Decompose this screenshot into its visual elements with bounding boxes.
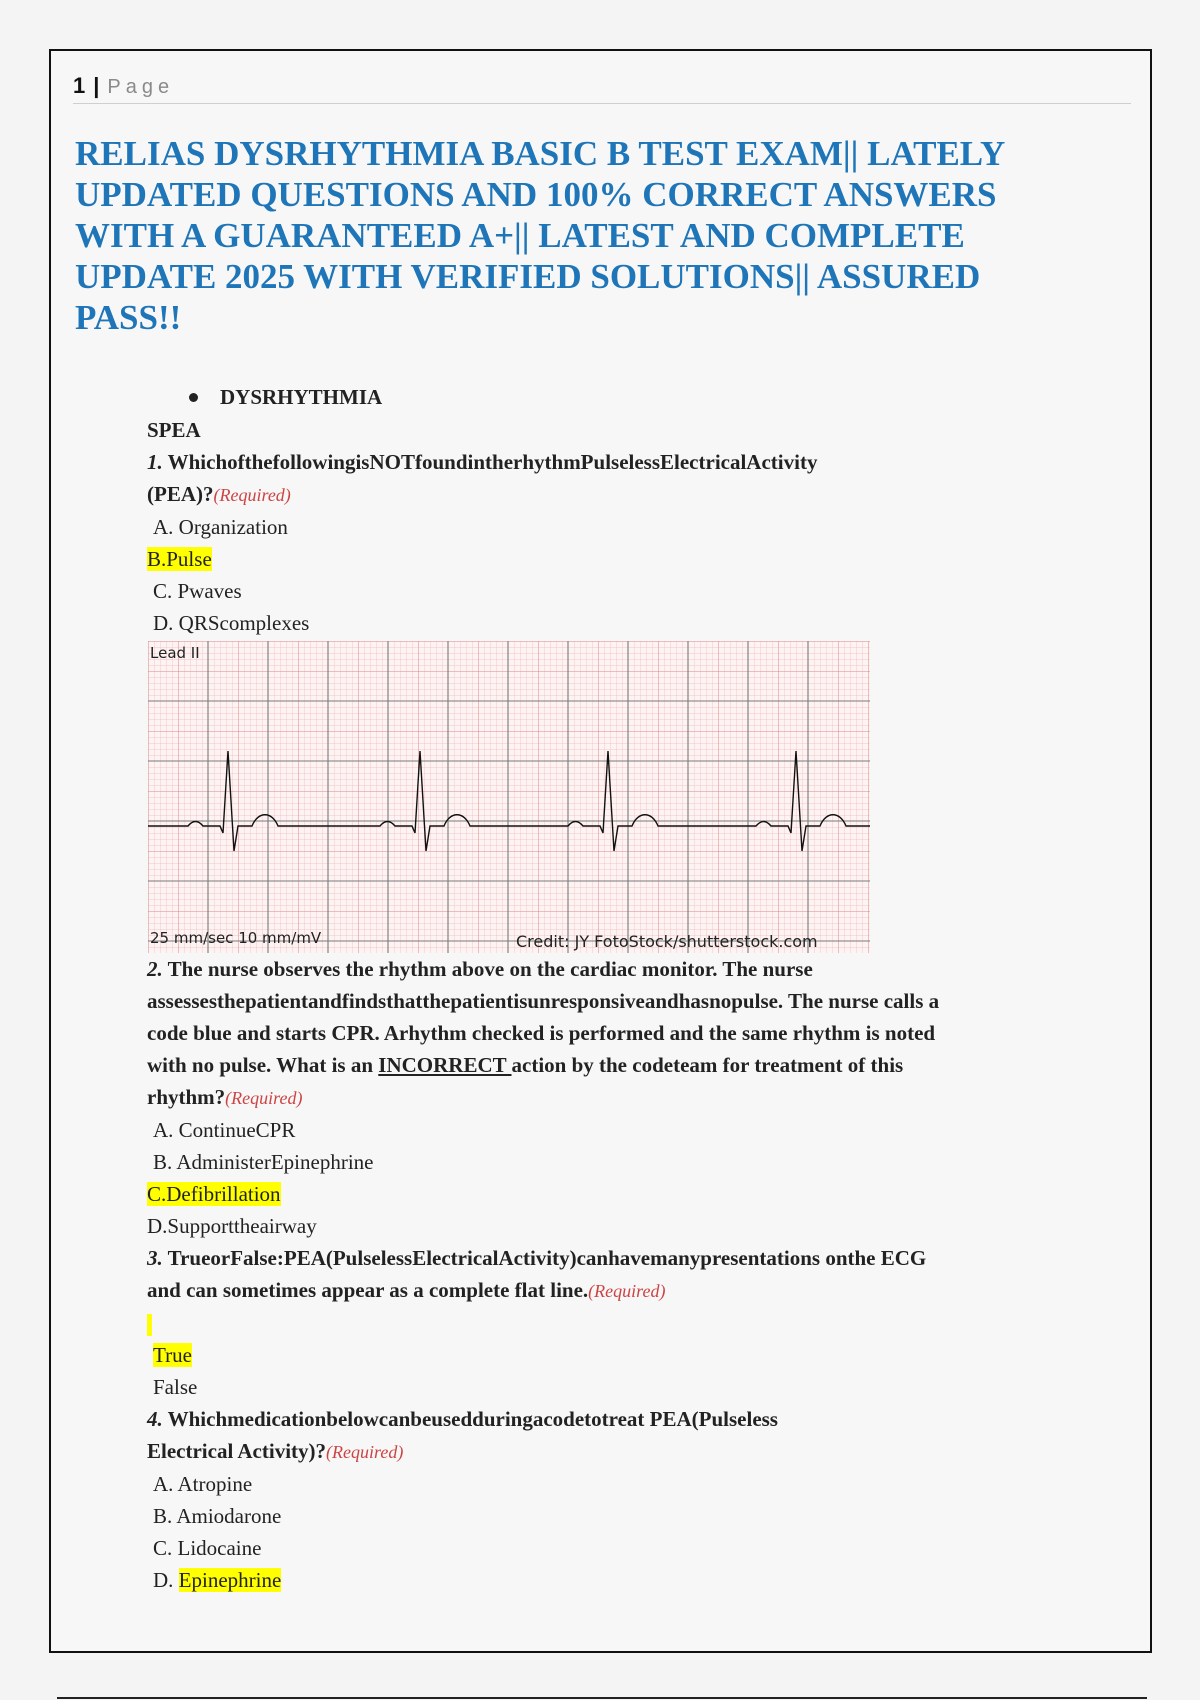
answer-option-correct[interactable]	[147, 543, 1107, 575]
ecg-scale-label: 25 mm/sec 10 mm/mV	[150, 929, 322, 947]
highlight-marker	[147, 1307, 1107, 1339]
question-text: and can sometimes appear as a complete flat line.	[147, 1278, 589, 1302]
emphasis-incorrect: INCORRECT	[378, 1053, 512, 1077]
text-cursor-icon	[147, 1314, 152, 1336]
question-number: 1.	[147, 450, 163, 474]
document-body	[147, 385, 1107, 1596]
section-bullet	[189, 385, 1107, 410]
question-text: rhythm?	[147, 1085, 226, 1109]
question-text: WhichofthefollowingisNOTfoundintherhythmPulselessElectricalActivity	[167, 450, 818, 474]
required-label: (Required)	[225, 1088, 303, 1108]
question-4-line2	[147, 1435, 1107, 1468]
question-2-line2: assessesthepatientandfindsthatthepatientisunresponsiveandhasnopulse. The nurse calls a	[147, 989, 940, 1013]
question-number: 3.	[147, 1246, 163, 1270]
question-number: 2.	[147, 957, 163, 981]
question-4	[147, 1403, 1107, 1435]
answer-option-correct[interactable]	[147, 1339, 1107, 1371]
page-number: 1	[73, 73, 86, 98]
question-3-line2	[147, 1274, 1107, 1307]
question-text: (PEA)?	[147, 482, 214, 506]
page-label: Page	[107, 76, 175, 98]
answer-option[interactable]: C. Lidocaine	[153, 1536, 262, 1560]
answer-option[interactable]: D. QRScomplexes	[153, 611, 310, 635]
question-text: Whichmedicationbelowcanbeusedduringacodetotreat PEA(Pulseless	[167, 1407, 778, 1431]
question-text: TrueorFalse:PEA(PulselessElectricalActivity)canhavemanypresentations onthe ECG	[167, 1246, 927, 1270]
question-text: action by the codeteam for treatment of this	[511, 1053, 904, 1077]
option-prefix: D.	[153, 1568, 179, 1592]
bullet-icon	[189, 393, 198, 402]
required-label: (Required)	[588, 1281, 666, 1301]
question-text: The nurse observes the rhythm above on the cardiac monitor. The nurse	[167, 957, 813, 981]
document-title: RELIAS DYSRHYTHMIA BASIC B TEST EXAM|| LATELY UPDATED QUESTIONS AND 100% CORRECT ANSWERS WITH A GUARANTEED A+|| LATEST AND COMPLETE UPDATE 2025 WITH VERIFIED SOLUTIONS|| ASSURED PASS!!	[75, 134, 1004, 337]
answer-option[interactable]: A. Organization	[153, 515, 288, 539]
answer-option-correct[interactable]	[147, 1178, 1107, 1210]
page-separator: |	[93, 73, 100, 98]
footer-rule	[57, 1697, 1147, 1699]
ecg-credit: Credit: JY FotoStock/shutterstock.com	[516, 932, 818, 951]
question-number: 4.	[147, 1407, 163, 1431]
question-2-line5	[147, 1081, 1107, 1114]
question-text: with no pulse. What is an	[147, 1053, 379, 1077]
required-label: (Required)	[213, 485, 291, 505]
answer-option-correct[interactable]	[147, 1564, 1107, 1596]
ecg-strip-image	[148, 641, 870, 953]
answer-option[interactable]: A. ContinueCPR	[153, 1118, 296, 1142]
highlighted-answer: Epinephrine	[178, 1568, 282, 1592]
question-2-line3: code blue and starts CPR. Arhythm checked is performed and the same rhythm is noted	[147, 1021, 936, 1045]
question-1-line2	[147, 478, 1107, 511]
document-page	[49, 49, 1152, 1653]
answer-option[interactable]: B. Amiodarone	[153, 1504, 282, 1528]
answer-option[interactable]: B. AdministerEpinephrine	[153, 1150, 374, 1174]
question-3	[147, 1242, 1107, 1274]
answer-option[interactable]: C. Pwaves	[153, 579, 242, 603]
answer-option[interactable]: False	[153, 1375, 198, 1399]
question-text: Electrical Activity)?	[147, 1439, 327, 1463]
question-2	[147, 953, 1107, 985]
answer-option[interactable]: D.Supporttheairway	[147, 1214, 317, 1238]
question-2-line4	[147, 1049, 1107, 1081]
answer-option[interactable]: A. Atropine	[153, 1472, 253, 1496]
page-header	[73, 73, 1131, 104]
section-bullet-text: DYSRHYTHMIA	[220, 385, 383, 409]
ecg-lead-label: Lead II	[150, 644, 200, 662]
question-1	[147, 446, 1107, 478]
highlighted-answer: True	[153, 1343, 192, 1367]
highlighted-answer: B.Pulse	[147, 547, 212, 571]
highlighted-answer: C.Defibrillation	[147, 1182, 281, 1206]
required-label: (Required)	[326, 1442, 404, 1462]
section-subheading: SPEA	[147, 418, 201, 442]
